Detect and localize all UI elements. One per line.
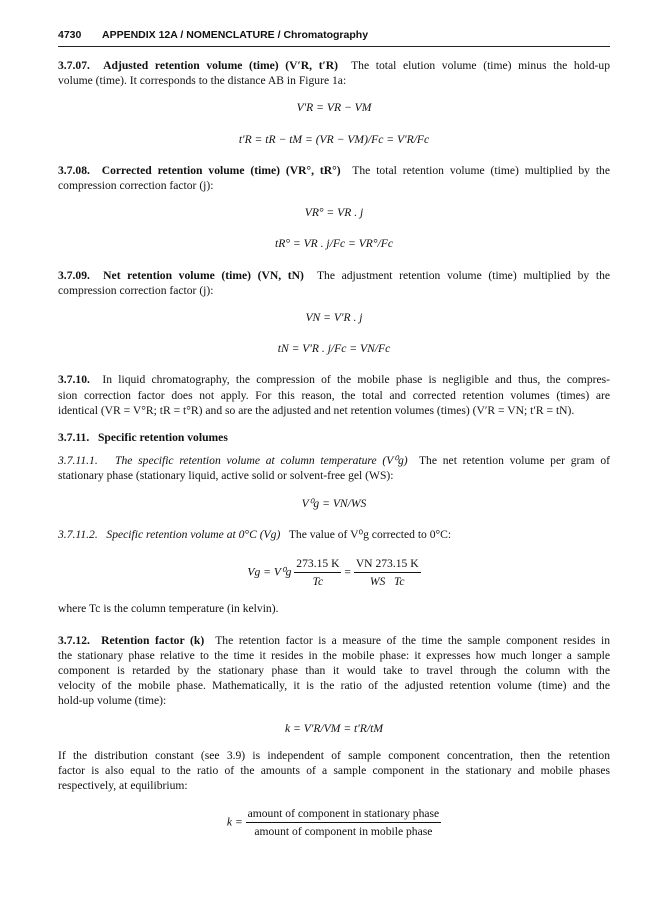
section-3-7-08 (58, 163, 610, 252)
running-title: APPENDIX 12A / NOMENCLATURE / Chromatography (102, 29, 369, 41)
section-title: Net retention volume (time) (VN, tN) (103, 268, 304, 282)
section-text-3: component is retarded by the stationary phase than it would take to travel through the column with the (58, 664, 610, 678)
equation: k = V′R/VM = t′R/tM (285, 721, 383, 735)
section-text-2: sion correction factor does not apply. For this reason, the total and corrected retention volumes (times) are (58, 388, 610, 402)
section-text-2: the stationary phase relative to the time it resides in the mobile phase: it expresses how much longer a sample (58, 648, 610, 662)
section-text-3: identical (VR = V°R; tR = t°R) and so are the adjusted and net retention volumes (times) (V′R = VN; t′R = tN). (58, 403, 575, 417)
section-text: The adjustment retention volume (time) multiplied by the (316, 268, 611, 282)
section-title: Retention factor (k) (101, 633, 205, 647)
section-number: 3.7.12. (58, 633, 90, 647)
section-text: where Tc is the column temperature (in kelvin). (58, 602, 279, 616)
paragraph-line: factor is also equal to the ratio of the amounts of a sample component in the stationary and mobile phases (58, 764, 610, 778)
equation (58, 556, 610, 589)
equation: tN = V′R . j/Fc = VN/Fc (277, 342, 391, 356)
section-text-4: velocity of the mobile phase. Mathematically, it is the ratio of the adjusted retention volume (time) and the (58, 679, 610, 693)
section-text: The value of V⁰g corrected to 0°C: (288, 527, 452, 541)
page-body (58, 58, 610, 839)
fraction (246, 806, 442, 839)
equation-lhs: k = (226, 814, 243, 828)
fraction (294, 556, 341, 589)
section-text: The net retention volume per gram of (418, 454, 610, 468)
equation: VR° = VR . j (304, 206, 364, 220)
section-text: The total retention volume (time) multiplied by the (352, 163, 610, 177)
section-number: 3.7.09. (58, 268, 90, 282)
fraction-numerator: 273.15 K (294, 556, 341, 573)
page-header (58, 26, 610, 47)
section-3-7-11-1 (58, 453, 610, 511)
section-text-2: stationary phase (stationary liquid, active solid or solvent-free gel (WS): (58, 469, 394, 483)
section-number: 3.7.11. (58, 431, 90, 445)
section-title: Specific retention volumes (97, 431, 228, 445)
equation-lhs: Vg = V⁰g (247, 565, 292, 579)
section-text: The retention factor is a measure of the time the sample component resides in (215, 633, 611, 647)
section-number: 3.7.08. (58, 163, 90, 177)
section-3-7-11-2 (58, 527, 610, 617)
paragraph-line: respectively, at equilibrium: (58, 779, 188, 793)
equation: V′R = VR − VM (296, 101, 372, 115)
equation: t′R = tR − tM = (VR − VM)/Fc = V′R/Fc (238, 132, 430, 146)
section-text: The total elution volume (time) minus the hold-up (351, 59, 610, 72)
equation (58, 806, 610, 839)
section-3-7-07 (58, 58, 610, 147)
section-number: 3.7.11.2. (58, 527, 98, 541)
section-title: Adjusted retention volume (time) (V′R, t′R) (103, 59, 339, 72)
page-number: 4730 (58, 29, 82, 41)
section-number: 3.7.10. (58, 373, 90, 387)
fraction-denominator: WS Tc (369, 575, 405, 589)
equation: V⁰g = VN/WS (301, 496, 367, 510)
section-title: The specific retention volume at column temperature (V⁰g) (115, 454, 408, 468)
fraction (354, 556, 421, 589)
fraction-denominator: Tc (312, 575, 324, 589)
section-number: 3.7.11.1. (58, 454, 98, 468)
section-text-2: compression correction factor (j): (58, 179, 214, 193)
fraction-numerator: VN 273.15 K (354, 556, 421, 573)
section-3-7-11 (58, 430, 610, 445)
section-title: Specific retention volume at 0°C (Vg) (106, 527, 281, 541)
section-text-2: compression correction factor (j): (58, 283, 214, 297)
paragraph-line: If the distribution constant (see 3.9) is independent of sample component concentration, then the retention (58, 748, 610, 762)
equation: VN = V′R . j (305, 311, 363, 325)
fraction-numerator: amount of component in stationary phase (246, 806, 442, 823)
section-3-7-12 (58, 633, 610, 839)
section-text: In liquid chromatography, the compression of the mobile phase is negligible and thus, the compres- (102, 373, 610, 387)
section-title: Corrected retention volume (time) (VR°, tR°) (101, 163, 341, 177)
section-number: 3.7.07. (58, 59, 90, 72)
equation: tR° = VR . j/Fc = VR°/Fc (275, 237, 393, 251)
fraction-denominator: amount of component in mobile phase (254, 824, 433, 838)
equals-sign: = (344, 565, 351, 579)
section-text-5: hold-up volume (time): (58, 694, 167, 708)
section-3-7-09 (58, 268, 610, 357)
section-text-2: volume (time). It corresponds to the distance AB in Figure 1a: (58, 74, 347, 88)
section-3-7-10 (58, 372, 610, 418)
